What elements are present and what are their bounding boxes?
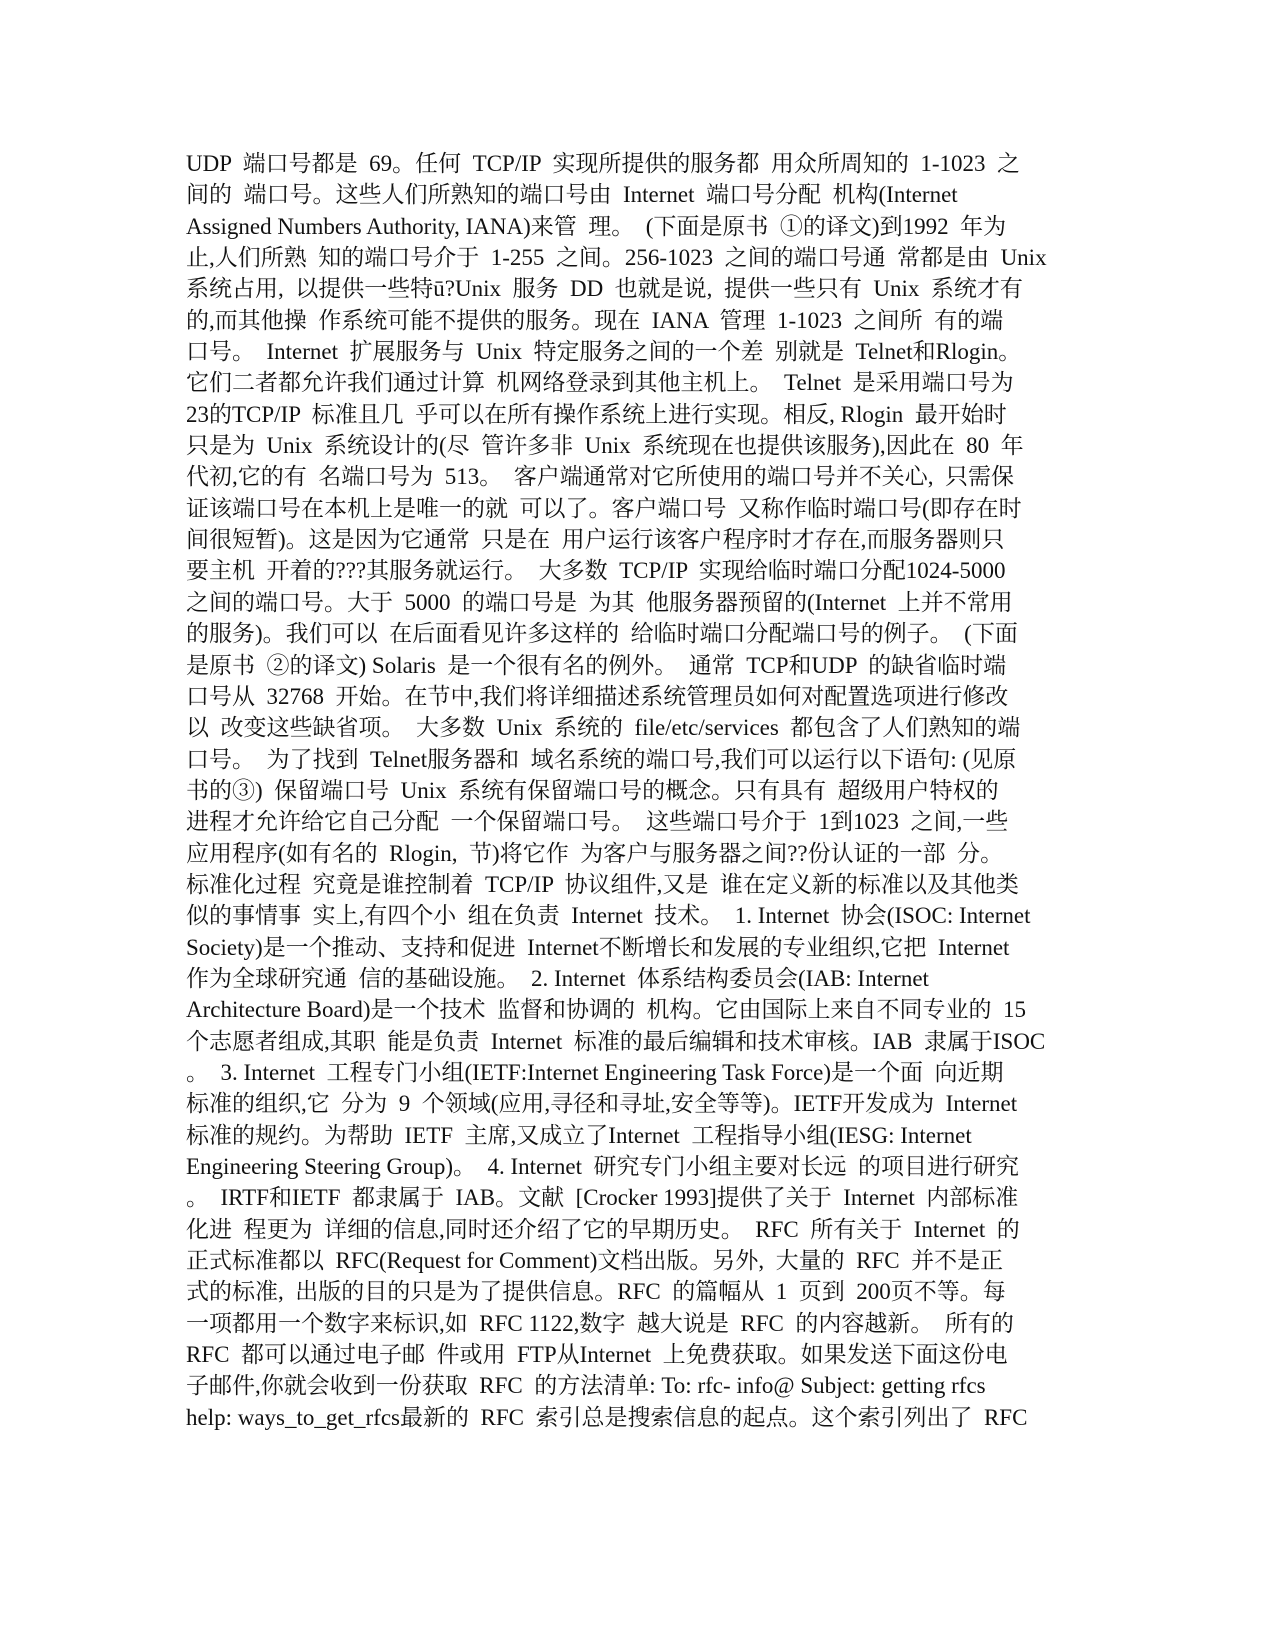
text-line: Society)是一个推动、支持和促进 Internet不断增长和发展的专业组织,它把 Internet bbox=[186, 934, 1010, 960]
text-line: 标准化过程 究竟是谁控制着 TCP/IP 协议组件,又是 谁在定义新的标准以及其他类 bbox=[186, 871, 1019, 897]
text-line: 子邮件,你就会收到一份获取 RFC 的方法清单: To: rfc- info@ Subject: getting rfcs bbox=[186, 1373, 986, 1399]
text-line: 证该端口号在本机上是唯一的就 可以了。客户端口号 又称作临时端口号(即存在时 bbox=[186, 495, 1022, 521]
text-line: 应用程序(如有名的 Rlogin, 节)将它作 为客户与服务器之间??份认证的一部 分。 bbox=[186, 840, 1004, 866]
text-line: 的服务)。我们可以 在后面看见许多这样的 给临时端口分配端口号的例子。 (下面 bbox=[186, 621, 1018, 647]
text-line: 口号。 Internet 扩展服务与 Unix 特定服务之间的一个差 别就是 Telnet和Rlogin。 bbox=[186, 339, 1022, 365]
text-line: 个志愿者组成,其职 能是负责 Internet 标准的最后编辑和技术审核。IAB 隶属于ISOC bbox=[186, 1028, 1046, 1054]
text-line: RFC 都可以通过电子邮 件或用 FTP从Internet 上免费获取。如果发送下面这份电 bbox=[186, 1342, 1008, 1368]
text-line: Architecture Board)是一个技术 监督和协调的 机构。它由国际上来自不同专业的 15 bbox=[186, 997, 1027, 1023]
text-line: 只是为 Unix 系统设计的(尽 管许多非 Unix 系统现在也提供该服务),因此在 80 年 bbox=[186, 433, 1024, 459]
text-line: 系统占用, 以提供一些特ū?Unix 服务 DD 也就是说, 提供一些只有 Unix 系统才有 bbox=[186, 276, 1023, 302]
text-line: Engineering Steering Group)。 4. Internet 研究专门小组主要对长远 的项目进行研究 bbox=[186, 1154, 1019, 1179]
text-line: 它们二者都允许我们通过计算 机网络登录到其他主机上。 Telnet 是采用端口号为 bbox=[186, 370, 1014, 396]
text-line: 之间的端口号。大于 5000 的端口号是 为其 他服务器预留的(Internet 上并不常用 bbox=[186, 589, 1013, 615]
text-line: 标准的规约。为帮助 IETF 主席,又成立了Internet 工程指导小组(IESG: Internet bbox=[186, 1122, 972, 1148]
text-line: 要主机 开着的???其服务就运行。 大多数 TCP/IP 实现给临时端口分配1024-5000 bbox=[186, 558, 1006, 584]
text-line: 似的事情事 实上,有四个小 组在负责 Internet 技术。 1. Internet 协会(ISOC: Internet bbox=[186, 903, 1031, 929]
text-line: 是原书 ②的译文) Solaris 是一个很有名的例外。 通常 TCP和UDP 的缺省临时端 bbox=[186, 652, 1007, 678]
text-line: 以 改变这些缺省项。 大多数 Unix 系统的 file/etc/services 都包含了人们熟知的端 bbox=[186, 715, 1021, 741]
text-line: 23的TCP/IP 标准且几 乎可以在所有操作系统上进行实现。相反, Rlogin 最开始时 bbox=[186, 401, 1007, 427]
text-line: 标准的组织,它 分为 9 个领域(应用,寻径和寻址,安全等等)。IETF开发成为 Internet bbox=[186, 1091, 1018, 1117]
text-line: Assigned Numbers Authority, IANA)来管 理。 (下面是原书 ①的译文)到1992 年为 bbox=[186, 213, 1007, 239]
text-line: 代初,它的有 名端口号为 513。 客户端通常对它所使用的端口号并不关心, 只需保 bbox=[186, 464, 1014, 490]
text-line: 书的③) 保留端口号 Unix 系统有保留端口号的概念。只有具有 超级用户特权的 bbox=[186, 777, 999, 803]
text-line: 的,而其他操 作系统可能不提供的服务。现在 IANA 管理 1-1023 之间所 有的端 bbox=[186, 307, 1004, 333]
text-line: 进程才允许给它自己分配 一个保留端口号。 这些端口号介于 1到1023 之间,一些 bbox=[186, 809, 1009, 835]
text-line: 式的标准, 出版的目的只是为了提供信息。RFC 的篇幅从 1 页到 200页不等。每 bbox=[186, 1279, 1006, 1305]
text-line: 口号。 为了找到 Telnet服务器和 域名系统的端口号,我们可以运行以下语句: (见原 bbox=[186, 746, 1017, 772]
text-line: 。 IRTF和IETF 都隶属于 IAB。文献 [Crocker 1993]提供了关于 Internet 内部标准 bbox=[186, 1185, 1019, 1211]
text-line: 止,人们所熟 知的端口号介于 1-255 之间。256-1023 之间的端口号通 常都是由 Unix bbox=[186, 245, 1047, 271]
text-line: 一项都用一个数字来标识,如 RFC 1122,数字 越大说是 RFC 的内容越新。 所有的 bbox=[186, 1310, 1014, 1336]
text-line: 口号从 32768 开始。在节中,我们将详细描述系统管理员如何对配置选项进行修改 bbox=[186, 683, 1009, 709]
document-body bbox=[186, 148, 1106, 1433]
text-line: 间很短暂)。这是因为它通常 只是在 用户运行该客户程序时才存在,而服务器则只 bbox=[186, 527, 1005, 553]
text-line: 正式标准都以 RFC(Request for Comment)文档出版。另外, 大量的 RFC 并不是正 bbox=[186, 1248, 1004, 1274]
text-line: help: ways_to_get_rfcs最新的 RFC 索引总是搜索信息的起点。这个索引列出了 RFC bbox=[186, 1404, 1028, 1430]
text-line: 间的 端口号。这些人们所熟知的端口号由 Internet 端口号分配 机构(Internet bbox=[186, 182, 958, 208]
text-line: UDP 端口号都是 69。任何 TCP/IP 实现所提供的服务都 用众所周知的 1-1023 之 bbox=[186, 151, 1020, 176]
text-line: 化进 程更为 详细的信息,同时还介绍了它的早期历史。 RFC 所有关于 Internet 的 bbox=[186, 1216, 1020, 1242]
text-line: 作为全球研究通 信的基础设施。 2. Internet 体系结构委员会(IAB: Internet bbox=[186, 965, 929, 991]
text-line: 。 3. Internet 工程专门小组(IETF:Internet Engineering Task Force)是一个面 向近期 bbox=[186, 1059, 1004, 1085]
